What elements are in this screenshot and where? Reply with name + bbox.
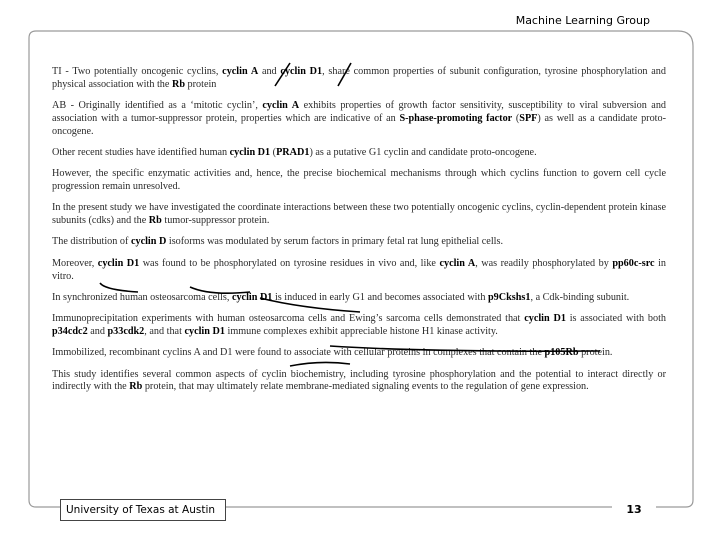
text-run: protein: [185, 78, 217, 90]
abstract-paragraph: [52, 369, 666, 395]
highlight-term: cyclin D: [130, 236, 167, 248]
text-run: tumor-suppressor protein.: [161, 215, 270, 227]
text-run: In the present study we have investigated the coordinate interactions between these two potentially oncogenic cyclins, cyclin-dependent protein kinase subunits (cdks) and the: [52, 202, 666, 227]
text-run: The distribution of: [52, 236, 131, 248]
text-run: In synchronized human osteosarcoma cells,: [52, 291, 232, 303]
abstract-paragraph: [52, 292, 666, 305]
text-run: ) as well as a candidate proto-oncogene.: [52, 112, 666, 137]
abstract-paragraph: [52, 147, 666, 160]
highlight-term: Rb: [129, 381, 143, 393]
highlight-term: p33cdk2: [107, 325, 145, 337]
text-run: protein, that may ultimately relate membrane-mediated signaling events to the regulation of gene expression.: [142, 381, 589, 393]
abstract-paragraph: [52, 313, 666, 339]
highlight-term: SPF: [519, 112, 538, 124]
text-run: , share common properties of subunit configuration, tyrosine phosphorylation and physical association with the: [52, 66, 666, 90]
text-run: and: [258, 66, 281, 77]
highlight-term: Rb: [148, 215, 162, 227]
text-run: TI - Two potentially oncogenic cyclins,: [52, 66, 223, 77]
text-run: Immunoprecipitation experiments with human osteosarcoma cells and Ewing’s sarcoma cells demonstrated that: [52, 313, 525, 325]
text-run: in vitro.: [52, 257, 666, 282]
text-run: (: [270, 146, 277, 158]
highlight-term: cyclin D1: [524, 313, 566, 325]
abstract-body: [52, 66, 666, 403]
text-run: (: [512, 112, 520, 124]
highlight-term: cyclin A: [222, 66, 259, 77]
highlight-term: cyclin D1: [184, 325, 225, 337]
text-run: is associated with both: [565, 313, 666, 325]
abstract-paragraph: [52, 168, 666, 194]
text-run: Other recent studies have identified human: [52, 146, 230, 158]
highlight-term: pp60c-src: [612, 257, 655, 269]
page-number: 13: [612, 499, 656, 521]
highlight-term: cyclin A: [439, 257, 476, 269]
abstract-paragraph: [52, 100, 666, 138]
text-run: , and that: [144, 325, 185, 337]
highlight-term: S-phase-promoting factor: [399, 112, 513, 124]
text-run: AB - Originally identified as a ‘mitotic cyclin’,: [52, 100, 263, 112]
abstract-paragraph: [52, 236, 666, 249]
footer-institution: University of Texas at Austin: [60, 499, 226, 521]
abstract-paragraph: [52, 347, 666, 360]
text-run: ) as a putative G1 cyclin and candidate proto-oncogene.: [309, 146, 537, 158]
abstract-paragraph: [52, 202, 666, 228]
highlight-term: p9Ckshs1: [487, 291, 531, 303]
text-run: was found to be phosphorylated on tyrosine residues in vivo and, like: [139, 257, 440, 269]
text-run: and: [87, 325, 108, 337]
highlight-term: cyclin D1: [280, 66, 323, 77]
header-group-label: Machine Learning Group: [515, 14, 650, 27]
highlight-term: Rb: [171, 78, 185, 90]
text-run: isoforms was modulated by serum factors in primary fetal rat lung epithelial cells.: [166, 236, 503, 248]
text-run: However, the specific enzymatic activities and, hence, the precise biochemical mechanisms through which cyclins function to govern cell cycle progression remain unresolved.: [52, 168, 666, 193]
highlight-term: cyclin A: [262, 100, 300, 112]
highlight-term: cyclin D1: [229, 146, 271, 158]
highlight-term: cyclin D1: [97, 257, 140, 269]
highlight-term: cyclin D1: [231, 291, 273, 303]
abstract-paragraph: [52, 66, 666, 92]
text-run: , was readily phosphorylated by: [475, 257, 613, 269]
highlight-term: p105Rb: [544, 347, 579, 359]
text-run: immune complexes exhibit appreciable histone H1 kinase activity.: [224, 325, 498, 337]
text-run: , a Cdk-binding subunit.: [530, 291, 630, 303]
abstract-paragraph: [52, 258, 666, 284]
text-run: Immobilized, recombinant cyclins A and D1 were found to associate with cellular proteins in complexes that contain the: [52, 347, 545, 359]
text-run: Moreover,: [52, 257, 98, 269]
highlight-term: PRAD1: [276, 146, 310, 158]
highlight-term: p34cdc2: [52, 325, 88, 337]
text-run: This study identifies several common aspects of cyclin biochemistry, including tyrosine phosphorylation and the potential to interact directly or indirectly with the: [52, 368, 666, 393]
text-run: is induced in early G1 and becomes associated with: [272, 291, 488, 303]
text-run: protein.: [578, 347, 613, 359]
text-run: exhibits properties of growth factor sensitivity, susceptibility to viral subversion and association with a tumor-suppressor protein, properties which are indicative of an: [52, 100, 667, 124]
